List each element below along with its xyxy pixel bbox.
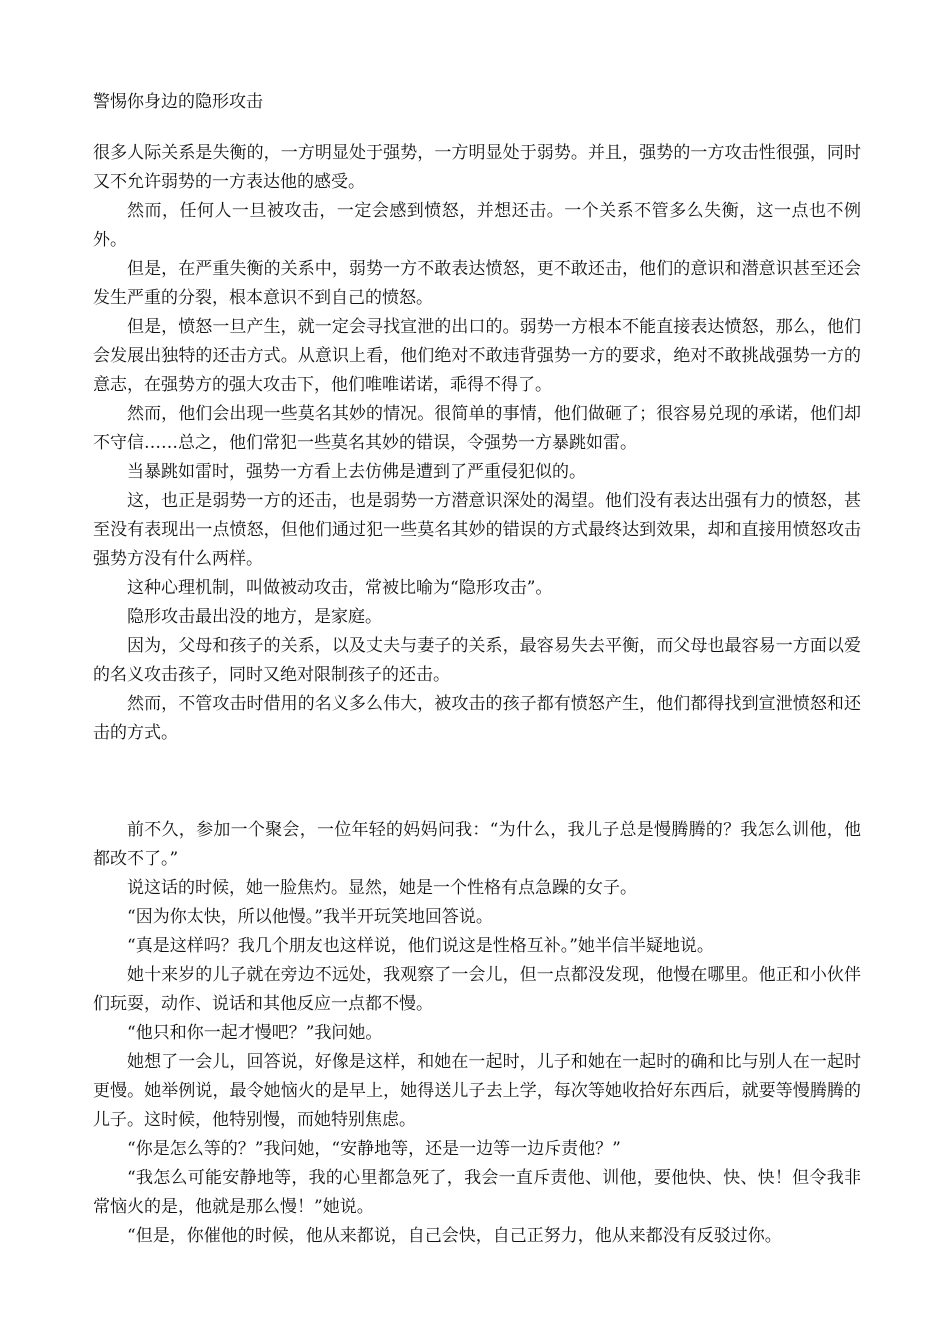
paragraph: “因为你太快，所以他慢。”我半开玩笑地回答说。 — [127, 907, 493, 927]
paragraph: “他只和你一起才慢吧？”我问她。 — [127, 1023, 383, 1043]
document-title: 警惕你身边的隐形攻击 — [93, 92, 263, 112]
paragraph: “真是这样吗？我几个朋友也这样说，他们说这是性格互补。”她半信半疑地说。 — [127, 936, 714, 956]
section-story — [93, 816, 861, 1251]
paragraph: 因为，父母和孩子的关系，以及丈夫与妻子的关系，最容易失去平衡，而父母也最容易一方面以爱的名义攻击孩子，同时又绝对限制孩子的还击。 — [93, 636, 861, 685]
section-intro — [93, 139, 861, 748]
paragraph: 然而，他们会出现一些莫名其妙的情况。很简单的事情，他们做砸了；很容易兑现的承诺，他们却不守信……总之，他们常犯一些莫名其妙的错误，令强势一方暴跳如雷。 — [93, 404, 861, 453]
paragraph: 但是，愤怒一旦产生，就一定会寻找宣泄的出口的。弱势一方根本不能直接表达愤怒，那么，他们会发展出独特的还击方式。从意识上看，他们绝对不敢违背强势一方的要求，绝对不敢挑战强势一方的意志，在强势方的强大攻击下，他们唯唯诺诺，乖得不得了。 — [93, 317, 861, 395]
paragraph: “你是怎么等的？”我问她，“安静地等，还是一边等一边斥责他？” — [127, 1139, 621, 1159]
paragraph: 但是，在严重失衡的关系中，弱势一方不敢表达愤怒，更不敢还击，他们的意识和潜意识甚至还会发生严重的分裂，根本意识不到自己的愤怒。 — [93, 259, 861, 308]
paragraph: 当暴跳如雷时，强势一方看上去仿佛是遭到了严重侵犯似的。 — [127, 462, 586, 482]
paragraph: “但是，你催他的时候，他从来都说，自己会快，自己正努力，他从来都没有反驳过你。 — [127, 1226, 782, 1246]
paragraph: “我怎么可能安静地等，我的心里都急死了，我会一直斥责他、训他，要他快、快、快！但令我非常恼火的是，他就是那么慢！”她说。 — [93, 1168, 861, 1217]
paragraph: 她想了一会儿，回答说，好像是这样，和她在一起时，儿子和她在一起时的确和比与别人在一起时更慢。她举例说，最令她恼火的是早上，她得送儿子去上学，每次等她收拾好东西后，就要等慢腾腾的儿子。这时候，他特别慢，而她特别焦虑。 — [93, 1052, 861, 1130]
paragraph: 很多人际关系是失衡的，一方明显处于强势，一方明显处于弱势。并且，强势的一方攻击性很强，同时又不允许弱势的一方表达他的感受。 — [93, 143, 861, 192]
paragraph: 前不久，参加一个聚会，一位年轻的妈妈问我：“为什么，我儿子总是慢腾腾的？我怎么训他，他都改不了。” — [93, 820, 861, 869]
paragraph: 然而，不管攻击时借用的名义多么伟大，被攻击的孩子都有愤怒产生，他们都得找到宣泄愤怒和还击的方式。 — [93, 694, 861, 743]
paragraph: 这，也正是弱势一方的还击，也是弱势一方潜意识深处的渴望。他们没有表达出强有力的愤怒，甚至没有表现出一点愤怒，但他们通过犯一些莫名其妙的错误的方式最终达到效果，却和直接用愤怒攻击强势方没有什么两样。 — [93, 491, 861, 569]
paragraph: 她十来岁的儿子就在旁边不远处，我观察了一会儿，但一点都没发现，他慢在哪里。他正和小伙伴们玩耍，动作、说话和其他反应一点都不慢。 — [93, 965, 861, 1014]
paragraph: 隐形攻击最出没的地方，是家庭。 — [127, 607, 382, 627]
paragraph: 然而，任何人一旦被攻击，一定会感到愤怒，并想还击。一个关系不管多么失衡，这一点也不例外。 — [93, 201, 861, 250]
paragraph: 这种心理机制，叫做被动攻击，常被比喻为“隐形攻击”。 — [127, 578, 553, 598]
paragraph: 说这话的时候，她一脸焦灼。显然，她是一个性格有点急躁的女子。 — [127, 878, 637, 898]
